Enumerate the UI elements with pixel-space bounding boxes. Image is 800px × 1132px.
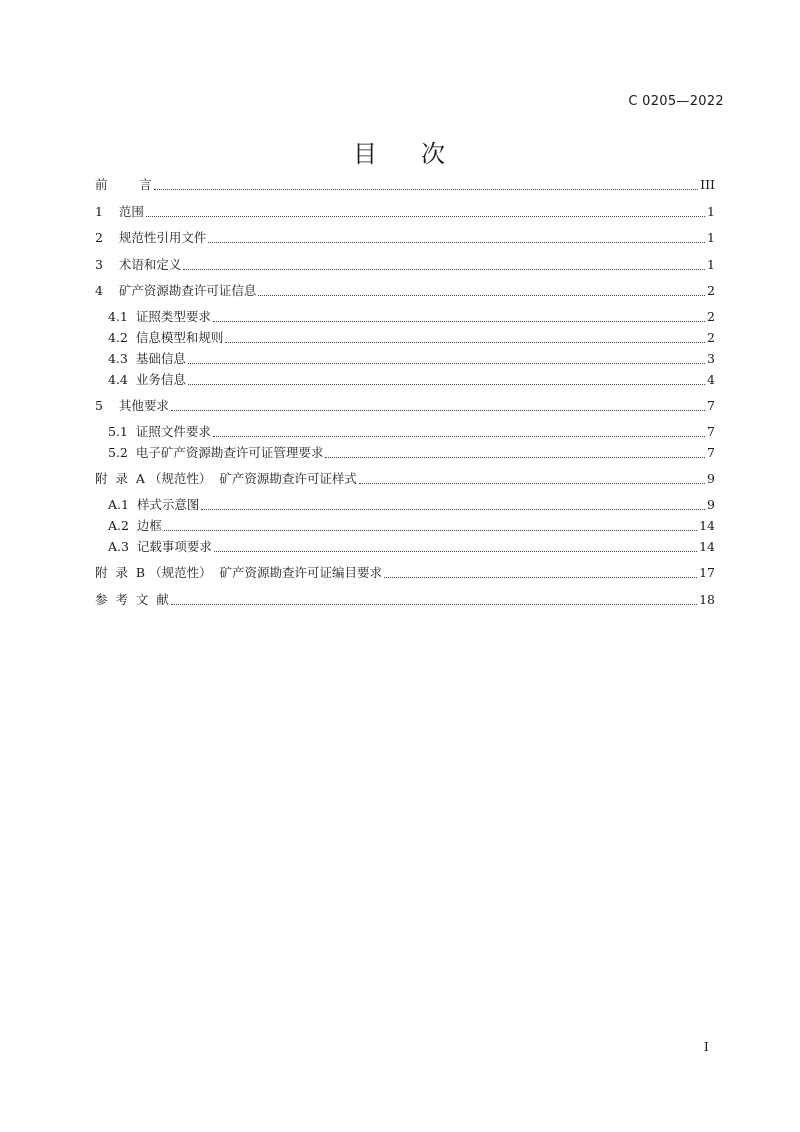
- dot-leader: [164, 530, 697, 531]
- dot-leader: [213, 321, 705, 322]
- dot-leader: [258, 295, 705, 296]
- toc-entry[interactable]: [108, 328, 715, 348]
- dot-leader: [188, 363, 705, 364]
- toc-entry-page: 7: [707, 445, 715, 460]
- toc-entry-number: 5: [95, 398, 103, 413]
- toc-entry-number: 2: [95, 230, 103, 245]
- toc-entry-page: 7: [707, 424, 715, 439]
- dot-leader: [188, 384, 705, 385]
- toc-entry[interactable]: [95, 469, 715, 489]
- toc-entry-number: 3: [95, 257, 103, 272]
- toc-entry-page: 9: [707, 471, 715, 486]
- toc-entry-page: 9: [707, 497, 715, 512]
- toc-entry-title: 业务信息: [127, 372, 186, 387]
- toc-entry-page: 14: [699, 518, 715, 533]
- toc-entry-page: 7: [707, 398, 715, 413]
- toc-entry-number: 5.1: [108, 424, 128, 439]
- dot-leader: [171, 604, 697, 605]
- toc-entry[interactable]: [95, 175, 715, 195]
- toc-entry[interactable]: [108, 495, 715, 515]
- page-number: I: [704, 1040, 709, 1054]
- toc-entry[interactable]: [108, 516, 715, 536]
- toc-entry-page: 2: [707, 330, 715, 345]
- toc-entry-page: 1: [707, 230, 715, 245]
- toc-entry-page: 2: [707, 309, 715, 324]
- toc-entry-title: 电子矿产资源勘查许可证管理要求: [127, 445, 324, 460]
- toc-entry-number: 4.2: [108, 330, 128, 345]
- dot-leader: [214, 551, 697, 552]
- toc-entry-number: 参: [95, 592, 108, 607]
- toc-entry[interactable]: [95, 590, 715, 610]
- toc-entry-title: 其他要求: [102, 398, 169, 413]
- toc-entry-number: A.1: [108, 497, 129, 512]
- toc-entry-title: 信息模型和规则: [127, 330, 224, 345]
- toc-entry[interactable]: [95, 255, 715, 275]
- dot-leader: [384, 577, 697, 578]
- dot-leader: [183, 269, 705, 270]
- toc-entry-page: 3: [707, 351, 715, 366]
- toc-entry-title: 记载事项要求: [128, 539, 212, 554]
- toc-entry-page: 17: [699, 565, 715, 580]
- toc-entry[interactable]: [108, 307, 715, 327]
- toc-entry[interactable]: [108, 443, 715, 463]
- toc-entry-title: 证照类型要求: [127, 309, 211, 324]
- toc-entry-page: 1: [707, 204, 715, 219]
- toc-entry-title: 录 B （规范性） 矿产资源勘查许可证编目要求: [107, 565, 383, 580]
- toc-entry-page: 2: [707, 283, 715, 298]
- toc-entry-number: 4.1: [108, 309, 128, 324]
- toc-entry-number: 附: [95, 471, 108, 486]
- toc-entry-title: 录 A （规范性） 矿产资源勘查许可证样式: [107, 471, 357, 486]
- toc-entry-number: 4.4: [108, 372, 128, 387]
- toc-entry-page: 18: [699, 592, 715, 607]
- dot-leader: [225, 342, 705, 343]
- toc-entry-title: 言: [107, 177, 152, 192]
- toc-entry-number: A.3: [108, 539, 129, 554]
- page-title: [0, 134, 800, 169]
- toc-entry-number: A.2: [108, 518, 129, 533]
- toc-entry-page: 1: [707, 257, 715, 272]
- toc-entry-page: III: [700, 177, 715, 192]
- toc-entry-title: 证照文件要求: [127, 424, 211, 439]
- dot-leader: [201, 509, 705, 510]
- toc-entry[interactable]: [108, 349, 715, 369]
- toc-entry[interactable]: [108, 422, 715, 442]
- toc-entry-title: 规范性引用文件: [102, 230, 207, 245]
- toc-entry[interactable]: [95, 202, 715, 222]
- dot-leader: [154, 189, 698, 190]
- toc-entry[interactable]: [108, 370, 715, 390]
- dot-leader: [359, 483, 705, 484]
- toc-entry-number: 前: [95, 177, 108, 192]
- title-char-2: 次: [421, 140, 447, 168]
- toc-entry-title: 术语和定义: [102, 257, 182, 272]
- toc-entry[interactable]: [95, 396, 715, 416]
- dot-leader: [213, 436, 705, 437]
- toc-entry-title: 边框: [128, 518, 162, 533]
- toc-entry[interactable]: [95, 281, 715, 301]
- toc-entry-number: 附: [95, 565, 108, 580]
- toc-entry-title: 范围: [102, 204, 144, 219]
- dot-leader: [208, 242, 705, 243]
- toc-entry-number: 1: [95, 204, 103, 219]
- toc-entry-number: 4: [95, 283, 103, 298]
- document-code: C 0205—2022: [628, 94, 724, 109]
- toc-entry-number: 5.2: [108, 445, 128, 460]
- toc-entry-title: 基础信息: [127, 351, 186, 366]
- toc-entry-page: 4: [707, 372, 715, 387]
- toc-entry-number: 4.3: [108, 351, 128, 366]
- dot-leader: [171, 410, 705, 411]
- toc-entry-page: 14: [699, 539, 715, 554]
- toc-entry-title: 样式示意图: [128, 497, 200, 512]
- toc-entry-title: 矿产资源勘查许可证信息: [102, 283, 257, 298]
- toc-entry[interactable]: [95, 563, 715, 583]
- toc-entry[interactable]: [108, 537, 715, 557]
- dot-leader: [325, 457, 705, 458]
- toc-entry[interactable]: [95, 228, 715, 248]
- title-char-1: 目: [353, 140, 379, 168]
- toc-entry-title: 考 文 献: [107, 592, 169, 607]
- dot-leader: [146, 216, 705, 217]
